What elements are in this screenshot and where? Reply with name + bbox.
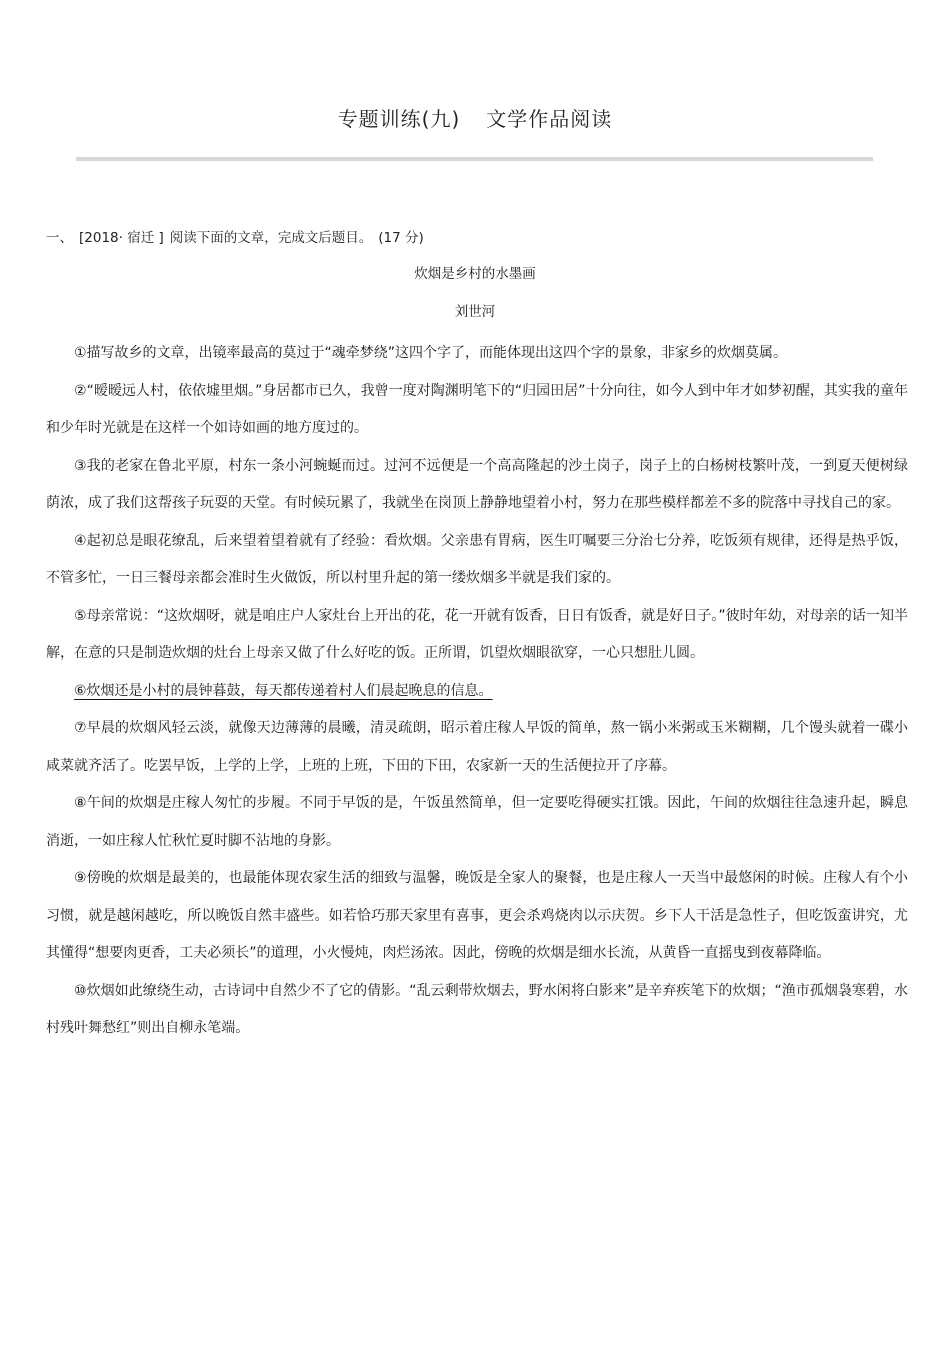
paragraph-1: ①描写故乡的文章，出镜率最高的莫过于“魂牵梦绕”这四个字了，而能体现出这四个字的景象，非家乡的炊烟莫属。 [74,345,788,361]
question-instruction: 阅读下面的文章，完成文后题目。 [169,230,373,246]
page-title [0,103,950,132]
question-header [46,226,430,246]
question-points: (17 分) [378,230,424,246]
paragraph-5: ⑤母亲常说：“这炊烟呀，就是咱庄户人家灶台上开出的花，花一开就有饭香，日日有饭香，就是好日子。”彼时年幼，对母亲的话一知半解，在意的只是制造炊烟的灶台上母亲又做了什么好吃的饭。正所谓，饥望炊烟眼欲穿，一心只想肚儿圆。 [46,607,908,661]
paragraph-6 [46,673,908,711]
paragraph-3: ③我的老家在鲁北平原，村东一条小河蜿蜒而过。过河不远便是一个高高隆起的沙土岗子，岗子上的白杨树枝繁叶茂，一到夏天便树绿荫浓，成了我们这帮孩子玩耍的天堂。有时候玩累了，我就坐在岗顶上静静地望着小村，努力在那些模样都差不多的院落中寻找自己的家。 [46,457,908,511]
paragraph-9: ⑨傍晚的炊烟是最美的，也最能体现农家生活的细致与温馨，晚饭是全家人的聚餐，也是庄稼人一天当中最悠闲的时候。庄稼人有个小习惯，就是越闲越吃，所以晚饭自然丰盛些。如若恰巧那天家里有喜事，更会杀鸡烧肉以示庆贺。乡下人干活是急性子，但吃饭蛮讲究，尤其懂得“想要肉更香，工夫必须长”的道理，小火慢炖，肉烂汤浓。因此，傍晚的炊烟是细水长流，从黄昏一直摇曳到夜幕降临。 [46,870,908,961]
question-source: [2018· 宿迁 ] [79,230,164,246]
paragraph-7: ⑦早晨的炊烟风轻云淡，就像天边薄薄的晨曦，清灵疏朗，昭示着庄稼人早饭的简单，熬一锅小米粥或玉米糊糊，几个馒头就着一碟小咸菜就齐活了。吃罢早饭，上学的上学，上班的上班，下田的下田，农家新一天的生活便拉开了序幕。 [46,720,908,774]
paragraph-8: ⑧午间的炊烟是庄稼人匆忙的步履。不同于早饭的是，午饭虽然简单，但一定要吃得硬实扛饿。因此，午间的炊烟往往急速升起，瞬息消逝，一如庄稼人忙秋忙夏时脚不沾地的身影。 [46,795,908,849]
title-series: 专题训练(九) [337,107,461,131]
article-author: 刘世河 [454,304,496,320]
paragraph-2: ②“暧暧远人村，依依墟里烟。”身居都市已久，我曾一度对陶渊明笔下的“归园田居”十分向往，如今人到中年才如梦初醒，其实我的童年和少年时光就是在这样一个如诗如画的地方度过的。 [46,382,908,436]
question-number: 一、 [46,230,73,246]
underlined-sentence: ⑥炊烟还是小村的晨钟暮鼓，每天都传递着村人们晨起晚息的信息。 [74,682,493,699]
article-title: 炊烟是乡村的水墨画 [414,266,536,282]
title-topic: 文学作品阅读 [486,107,613,131]
article-body [46,335,908,1048]
paragraph-4: ④起初总是眼花缭乱，后来望着望着就有了经验：看炊烟。父亲患有胃病，医生叮嘱要三分治七分养，吃饭须有规律，还得是热乎饭，不管多忙，一日三餐母亲都会准时生火做饭，所以村里升起的第一缕炊烟多半就是我们家的。 [46,532,908,586]
header-divider [76,157,873,161]
paragraph-10: ⑩炊烟如此缭绕生动，古诗词中自然少不了它的倩影。“乱云剩带炊烟去，野水闲将白影来”是辛弃疾笔下的炊烟；“渔市孤烟袅寒碧，水村残叶舞愁红”则出自柳永笔端。 [46,982,908,1036]
